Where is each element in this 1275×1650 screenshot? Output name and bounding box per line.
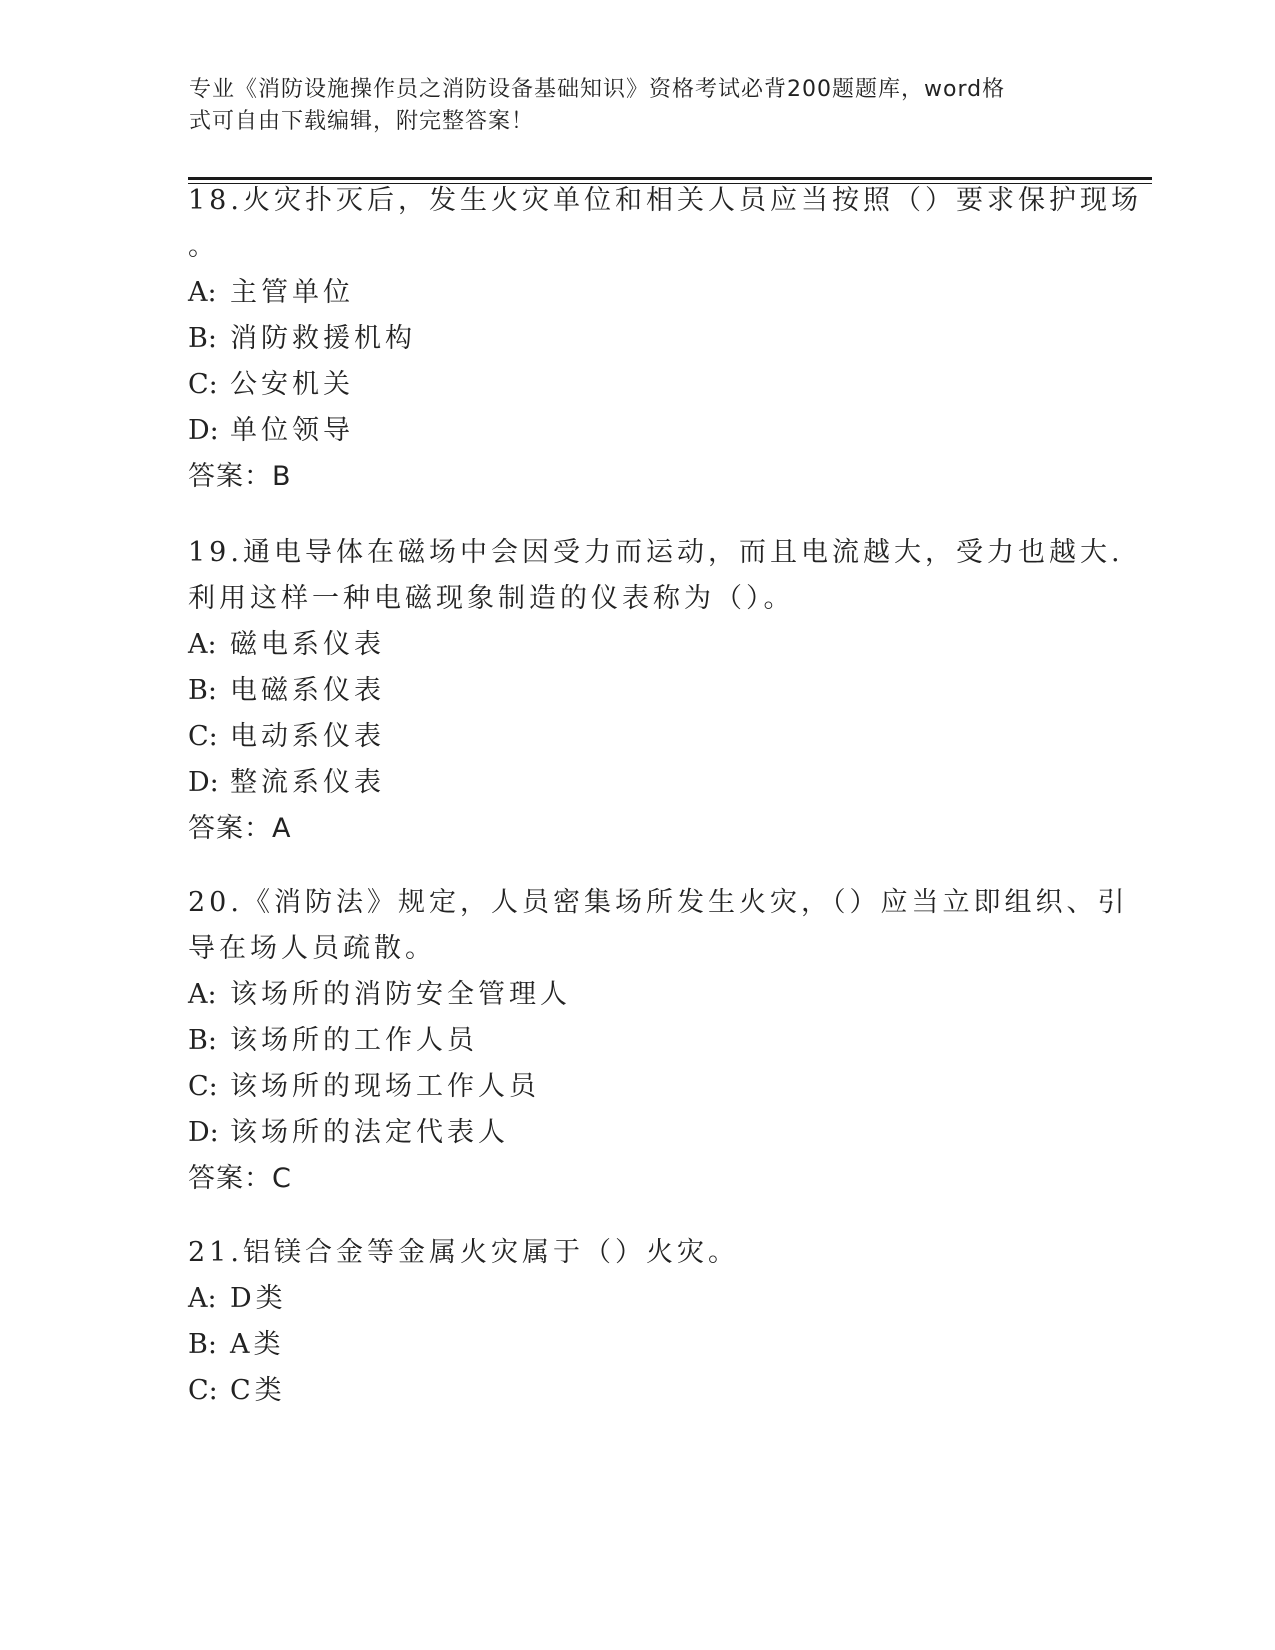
question-stem-line: 18.火灾扑灭后，发生火灾单位和相关人员应当按照（）要求保护现场 — [188, 185, 1142, 216]
option-text: 公安机关 — [230, 369, 354, 400]
answer-line: 答案：C — [188, 1163, 292, 1194]
option-key: B: — [188, 1025, 217, 1056]
question-stem-line: 导在场人员疏散。 — [188, 933, 436, 964]
option-key: D: — [188, 767, 219, 798]
option-c — [188, 714, 1124, 760]
option-a — [188, 270, 1142, 316]
option-b — [188, 668, 1124, 714]
question-stem-line: 利用这样一种电磁现象制造的仪表称为（）。 — [188, 583, 795, 614]
option-key: B: — [188, 323, 217, 354]
option-key: A: — [188, 1283, 217, 1314]
answer-line: 答案：A — [188, 813, 292, 844]
option-key: C: — [188, 1375, 218, 1406]
option-text: 磁电系仪表 — [230, 629, 385, 660]
option-a — [188, 622, 1124, 668]
option-key: B: — [188, 1329, 217, 1360]
option-d — [188, 1110, 1128, 1156]
option-text: 该场所的消防安全管理人 — [230, 979, 571, 1010]
option-key: C: — [188, 721, 218, 752]
question-stem-line: 。 — [188, 231, 219, 262]
header-line-1: 专业《消防设施操作员之消防设备基础知识》资格考试必背200题题库，word格 — [189, 77, 1006, 102]
question-18 — [188, 178, 1142, 500]
option-d — [188, 408, 1142, 454]
option-key: B: — [188, 675, 217, 706]
option-text: C类 — [230, 1375, 286, 1406]
option-text: 该场所的现场工作人员 — [230, 1071, 540, 1102]
option-d — [188, 760, 1124, 806]
option-text: 消防救援机构 — [230, 323, 416, 354]
option-text: D类 — [230, 1283, 287, 1314]
option-key: C: — [188, 1071, 218, 1102]
option-c — [188, 1368, 739, 1414]
option-key: D: — [188, 1117, 219, 1148]
option-text: 该场所的法定代表人 — [230, 1117, 509, 1148]
option-c — [188, 1064, 1128, 1110]
option-b — [188, 316, 1142, 362]
answer-line: 答案：B — [188, 461, 292, 492]
option-text: 电磁系仪表 — [230, 675, 385, 706]
option-b — [188, 1018, 1128, 1064]
header-line-2: 式可自由下载编辑，附完整答案！ — [189, 109, 535, 134]
option-text: 主管单位 — [230, 277, 354, 308]
option-text: A类 — [230, 1329, 285, 1360]
option-key: A: — [188, 979, 217, 1010]
option-key: C: — [188, 369, 218, 400]
question-stem-line: 20.《消防法》规定，人员密集场所发生火灾，（）应当立即组织、引 — [188, 887, 1129, 918]
option-key: A: — [188, 629, 217, 660]
question-19 — [188, 530, 1124, 852]
question-20 — [188, 880, 1128, 1202]
option-key: D: — [188, 415, 219, 446]
option-text: 整流系仪表 — [230, 767, 385, 798]
option-a — [188, 972, 1128, 1018]
option-b — [188, 1322, 739, 1368]
option-text: 该场所的工作人员 — [230, 1025, 478, 1056]
option-key: A: — [188, 277, 217, 308]
document-header — [189, 74, 1079, 138]
question-stem-line: 19.通电导体在磁场中会因受力而运动，而且电流越大，受力也越大. — [188, 537, 1124, 568]
option-text: 单位领导 — [230, 415, 354, 446]
option-text: 电动系仪表 — [230, 721, 385, 752]
option-a — [188, 1276, 739, 1322]
question-21 — [188, 1230, 739, 1414]
question-stem-line: 21.铝镁合金等金属火灾属于（）火灾。 — [188, 1237, 739, 1268]
option-c — [188, 362, 1142, 408]
